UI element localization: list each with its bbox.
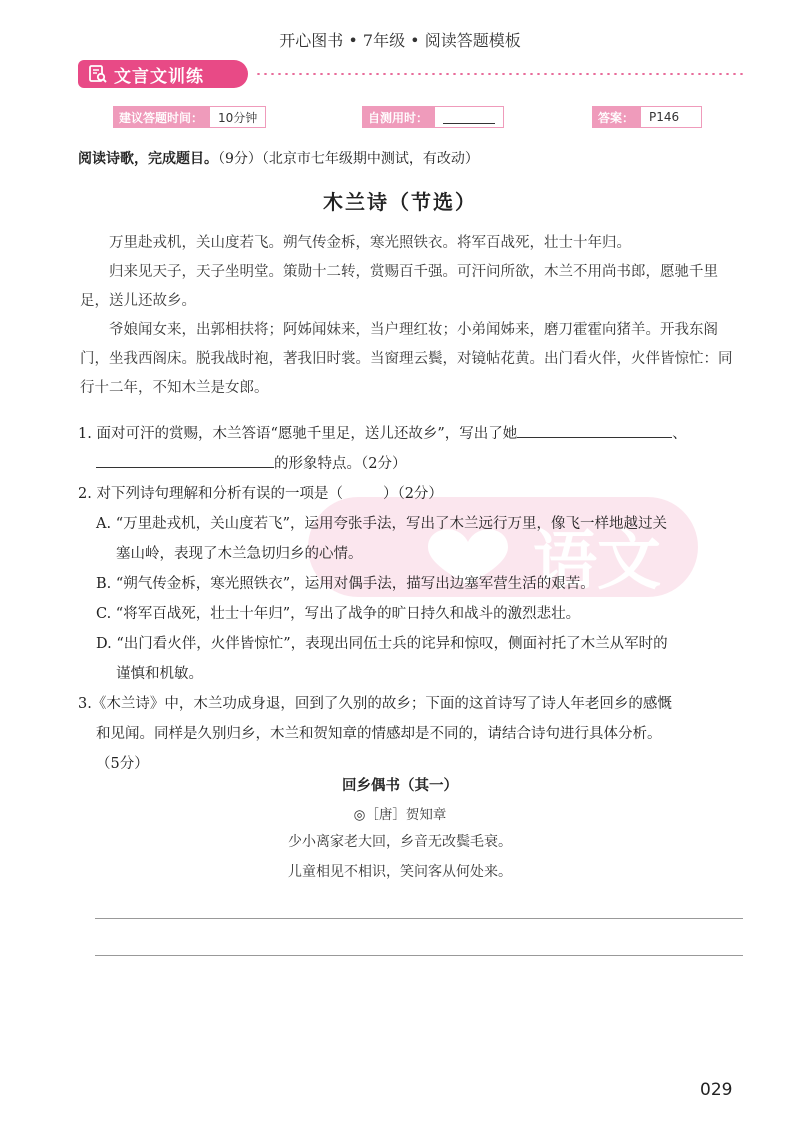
q2-suffix: ）（2分）: [382, 486, 443, 502]
answer-line[interactable]: [95, 955, 743, 956]
mini-poem-title: 回乡偶书（其一）: [342, 778, 458, 794]
poem-paragraph: 万里赴戎机，关山度若飞。朔气传金柝，寒光照铁衣。将军百战死，壮士十年归。: [109, 235, 631, 251]
page-number: 029: [700, 1080, 733, 1100]
q1-separator: 、: [672, 426, 687, 442]
suggested-time-label: 建议答题时间：: [113, 106, 209, 128]
poem-body: [80, 229, 746, 403]
answer-ref-box: [592, 106, 702, 128]
question-3: 3.《木兰诗》中，木兰功成身退，回到了久别的故乡；下面的这首诗写了诗人年老回乡的感慨: [78, 696, 672, 712]
q2-text: 2. 对下列诗句理解和分析有误的一项是（: [78, 486, 343, 502]
section-badge: [78, 60, 248, 88]
suggested-time-box: [113, 106, 266, 128]
selftest-time-field[interactable]: [434, 106, 504, 128]
mini-poem-line: 儿童相见不相识，笑问客从何处来。: [288, 864, 512, 880]
suggested-time-value: 10分钟: [209, 106, 266, 128]
answer-line[interactable]: [95, 918, 743, 919]
option-a[interactable]: A. “万里赴戎机，关山度若飞”，运用夸张手法，写出了木兰远行万里，像飞一样地越过关: [96, 516, 668, 532]
selftest-time-label: 自测用时：: [362, 106, 434, 128]
option-d[interactable]: D. “出门看火伴，火伴皆惊忙”，表现出同伍士兵的诧异和惊叹，侧面衬托了木兰从军时的: [96, 636, 668, 652]
q1-blank-1[interactable]: [517, 419, 672, 438]
poem-title: 木兰诗（节选）: [323, 190, 477, 214]
question-2: [78, 479, 746, 509]
option-b[interactable]: B. “朔气传金柝，寒光照铁衣”，运用对偶手法，描写出边塞军营生活的艰苦。: [96, 576, 595, 592]
intro-score: （9分）: [218, 151, 262, 167]
header-title: 开心图书 • 7年级 • 阅读答题模板: [279, 31, 521, 50]
option-a-cont: 塞山岭，表现了木兰急切归乡的心情。: [116, 546, 363, 562]
mini-poem-line: 少小离家老大回，乡音无改鬓毛衰。: [288, 834, 512, 850]
q1-suffix: 的形象特点。（2分）: [274, 456, 407, 472]
questions: [78, 419, 746, 779]
intro-source: （北京市七年级期中测试，有改动）: [261, 151, 479, 167]
mini-poem-author: ◎［唐］贺知章: [353, 807, 447, 823]
question-3-cont: 和见闻。同样是久别归乡，木兰和贺知章的情感却是不同的，请结合诗句进行具体分析。: [96, 726, 662, 742]
question-1-cont: [78, 449, 746, 479]
q1-blank-2[interactable]: [96, 449, 274, 468]
intro-line: [78, 148, 479, 168]
dotted-divider: [255, 73, 745, 75]
option-d-cont: 谨慎和机敏。: [116, 666, 203, 682]
question-3-score: （5分）: [96, 756, 149, 772]
book-search-icon: [88, 64, 108, 84]
answer-label: 答案：: [592, 106, 640, 128]
selftest-time-box: [362, 106, 504, 128]
intro-instruction: 阅读诗歌，完成题目。: [78, 151, 218, 167]
answer-page-value: P146: [640, 106, 702, 128]
section-label: 文言文训练: [114, 66, 204, 87]
watermark-text: 语文: [533, 525, 661, 599]
poem-paragraph: 爷娘闻女来，出郭相扶将；阿姊闻妹来，当户理红妆；小弟闻姊来，磨刀霍霍向猪羊。开我东阁门，坐我西阁床。脱我战时袍，著我旧时裳。当窗理云鬓，对镜帖花黄。出门看火伴，火伴皆惊忙：同行十二年，不知木兰是女郎。: [80, 322, 733, 396]
q1-text: 1. 面对可汗的赏赐，木兰答语“愿驰千里足，送儿还故乡”，写出了她: [78, 426, 518, 442]
question-1: [78, 419, 746, 449]
poem-paragraph: 归来见天子，天子坐明堂。策勋十二转，赏赐百千强。可汗问所欲，木兰不用尚书郎，愿驰千里足，送儿还故乡。: [80, 264, 718, 309]
option-c[interactable]: C. “将军百战死，壮士十年归”，写出了战争的旷日持久和战斗的激烈悲壮。: [96, 606, 581, 622]
